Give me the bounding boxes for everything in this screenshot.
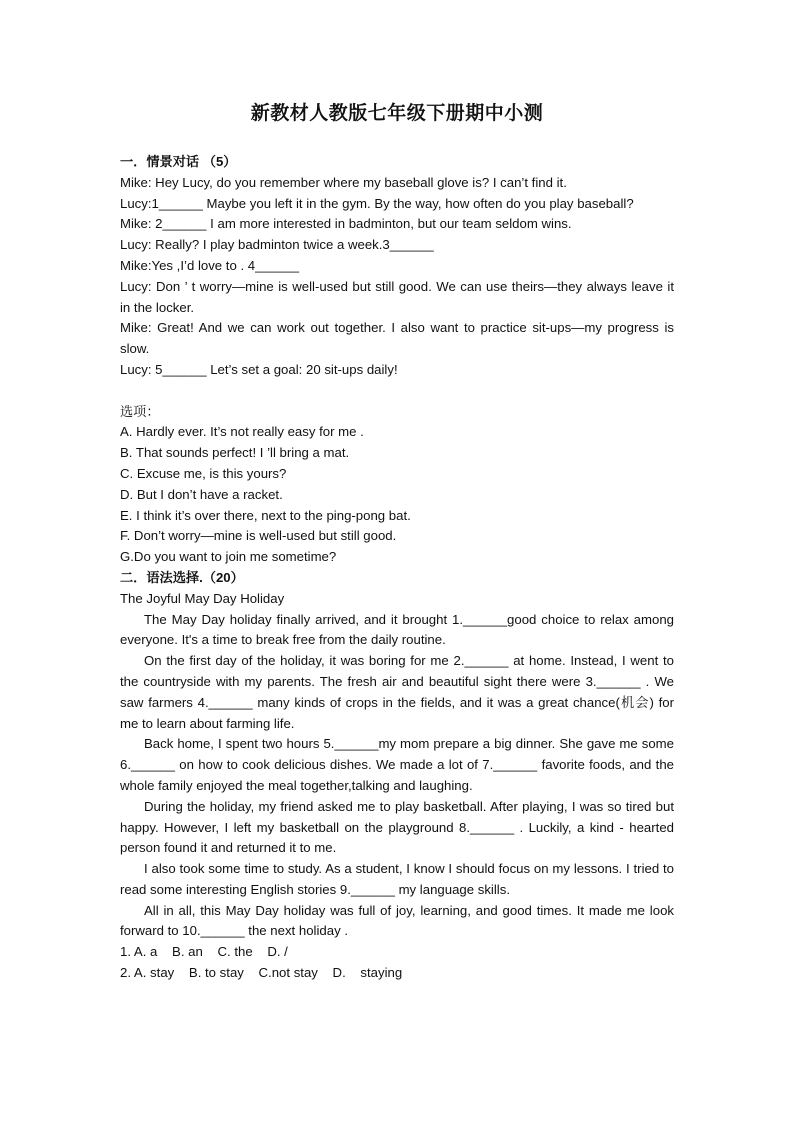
document-page [120, 100, 674, 984]
passage-paragraph: All in all, this May Day holiday was full of joy, learning, and good times. It made me look forward to 10.______ the next holiday . [120, 902, 674, 939]
passage-paragraph: The May Day holiday finally arrived, and it brought 1.______good choice to relax among everyone. It's a time to break free from the daily routine. [120, 611, 674, 648]
passage-paragraph: Back home, I spent two hours 5.______my mom prepare a big dinner. She gave me some 6.______ on how to cook delicious dishes. We made a lot of 7.______ favorite foods, and the whole family enjoyed the meal together,talking and laughing. [120, 736, 674, 793]
dialogue-line: Lucy: 5______ Let’s set a goal: 20 sit-ups daily! [120, 361, 398, 377]
dialogue-line: Lucy:1______ Maybe you left it in the gym. By the way, how often do you play baseball? [120, 195, 634, 211]
answer-option-row: 1. A. a B. an C. the D. / [120, 944, 288, 960]
answer-option-row: 2. A. stay B. to stay C.not stay D. staying [120, 965, 403, 981]
option-item: E. I think it’s over there, next to the ping-pong bat. [120, 507, 411, 523]
dialogue-line: Lucy: Don ’ t worry—mine is well-used but still good. We can use theirs—they always leave it in the locker. [120, 278, 674, 315]
dialogue-line: Mike: 2______ I am more interested in badminton, but our team seldom wins. [120, 216, 572, 232]
option-item: C. Excuse me, is this yours? [120, 465, 287, 481]
section-heading: 二．语法选择.（20） [120, 569, 244, 585]
dialogue-line: Mike:Yes ,I’d love to . 4______ [120, 257, 300, 273]
options-label: 选项： [120, 403, 160, 419]
spacer [120, 381, 674, 402]
passage-title: The Joyful May Day Holiday [120, 590, 285, 606]
dialogue-line: Mike: Hey Lucy, do you remember where my baseball glove is? I can’t find it. [120, 174, 567, 190]
option-item: B. That sounds perfect! I ’ll bring a mat. [120, 445, 350, 461]
dialogue-line: Lucy: Really? I play badminton twice a week.3______ [120, 237, 434, 253]
dialogue-line: Mike: Great! And we can work out together. I also want to practice sit-ups—my progress is slow. [120, 320, 674, 357]
option-item: F. Don’t worry—mine is well-used but still good. [120, 528, 397, 544]
passage-paragraph: I also took some time to study. As a student, I know I should focus on my lessons. I tried to read some interesting English stories 9.______ my language skills. [120, 861, 674, 897]
section-grammar [120, 568, 674, 984]
passage-paragraph: On the first day of the holiday, it was boring for me 2.______ at home. Instead, I went to the countryside with my parents. The fresh air and beautiful sight there were 3.______ . We saw farmers 4.______ many kinds of crops in the fields, and it was a great chance(机会) for me to learn about farming life. [120, 653, 674, 731]
option-item: G.Do you want to join me sometime? [120, 549, 337, 565]
passage-paragraph: During the holiday, my friend asked me to play basketball. After playing, I was so tired but happy. However, I left my basketball on the playground 8.______ . Luckily, a kind - hearted person found it and returned it to me. [120, 798, 674, 856]
page-title: 新教材人教版七年级下册期中小测 [250, 102, 544, 124]
section-dialogue [120, 152, 674, 568]
option-item: D. But I don’t have a racket. [120, 486, 283, 502]
option-item: A. Hardly ever. It’s not really easy for me . [120, 424, 364, 440]
section-heading: 一．情景对话 （5） [120, 154, 237, 169]
